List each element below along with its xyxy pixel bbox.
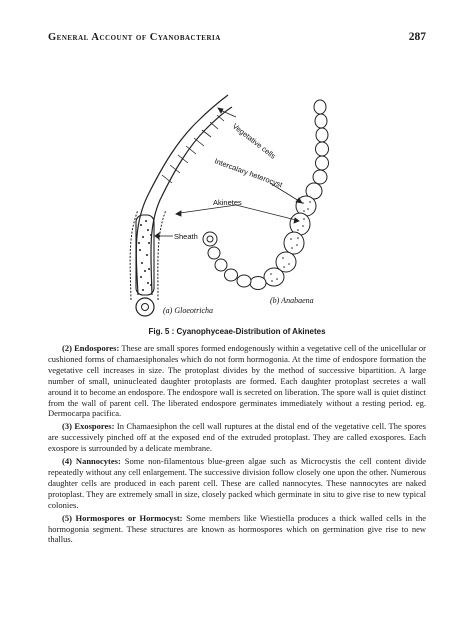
- text-endospores: These are small spores formed endogenously within a vegetative cell of the unicellular or cushioned forms of chamaesiphonales which do not form hormogonia. At the time of endospore formation the vegetative cell increases in size. The protoplast divides by the method of successive bipartition. A large number of small, uninucleated daughter protoplasts are formed. Each daughter protoplast secretes a wall around it to become an endospore. The endospore wall is secreted on liberation. The spore wall is quiet distinct from the wall of parent cell. The liberated endospore germinates immediately without a resting period. eg. Dermocarpa pacifica.: [48, 343, 426, 419]
- label-akinetes: Akinetes: [213, 198, 242, 207]
- heading-hormospores: (5) Hormospores or Hormocyst:: [62, 512, 183, 523]
- label-vegetative-cells: Vegetative cells: [230, 121, 278, 161]
- label-anabaena: (b) Anabaena: [270, 296, 314, 305]
- text-nannocytes: Some non-filamentous blue-green algae such as Microcystis the cell content divide repeatedly without any cell enlargement. The successive division follow closely one upon the other. Numerous daughter cells are produced in each parent cell. These are called nannocytes. These nannocytes are naked protoplast. They are extremely small in size, closely packed which germinate in situ to give rise to new typical colonies.: [48, 456, 426, 510]
- heading-nannocytes: (4) Nannocytes:: [62, 456, 121, 467]
- paragraph-hormospores: [48, 513, 426, 546]
- figure-illustration: [118, 85, 368, 330]
- paragraph-nannocytes: [48, 456, 426, 511]
- figure-caption: Fig. 5 : Cyanophyceae-Distribution of Akinetes: [148, 327, 326, 336]
- anabaena-filament: [203, 100, 329, 290]
- label-sheath: Sheath: [174, 232, 198, 241]
- body-text: [48, 343, 426, 547]
- running-title: General Account of Cyanobacteria: [48, 32, 221, 43]
- label-gloeotrichia: (a) Gloeotricha: [163, 306, 213, 315]
- text-exospores: In Chamaesiphon the cell wall ruptures at the distal end of the vegetative cell. The spores are successively pinched off at the exposed end of the extruded protoplast. They are called exospores. Each exospore is surrounded by a delicate membrane.: [48, 421, 426, 454]
- gloeotrichia-akinete-dots: [138, 220, 152, 291]
- paragraph-exospores: [48, 421, 426, 454]
- figure-5: [118, 85, 368, 330]
- text-hormospores: Some members like Wiestiella produces a thick walled cells in the hormogonia segment. These structures are known as hormospores which on germination give rise to new thallus.: [48, 512, 427, 545]
- label-arrows: [155, 108, 302, 239]
- heading-endospores: (2) Endospores:: [62, 343, 120, 353]
- page-header: [48, 32, 426, 48]
- heading-exospores: (3) Exospores:: [62, 421, 115, 432]
- label-intercalary-heterocyst: Intercalary heterocyst: [213, 156, 284, 190]
- paragraph-endospores: [48, 343, 426, 419]
- page-number: 287: [408, 31, 426, 43]
